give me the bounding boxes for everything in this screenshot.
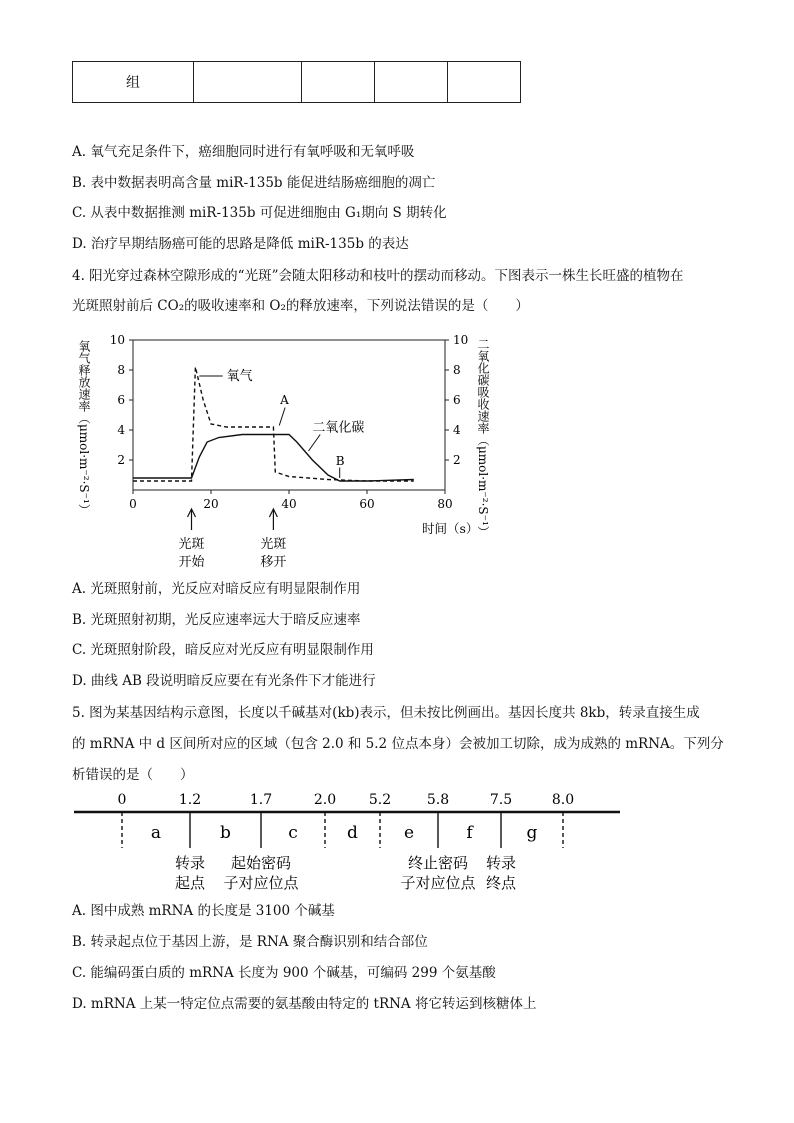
x-tick-label: 0 xyxy=(129,497,137,511)
gene-position-label: 0 xyxy=(117,792,127,808)
annotation-b: B xyxy=(335,454,345,468)
y-tick-label-left: 2 xyxy=(117,453,125,467)
gene-position-label: 1.2 xyxy=(178,792,202,808)
y-tick-label-right: 8 xyxy=(453,363,461,377)
oxygen-legend-label: 氧气 xyxy=(226,369,253,384)
gene-site-label-line2: 终点 xyxy=(485,874,517,892)
gene-position-label: 7.5 xyxy=(489,792,513,808)
axis-ticks xyxy=(110,333,469,511)
gene-position-label: 8.0 xyxy=(551,792,575,808)
q4-option-b: B. 光斑照射初期，光反应速率远大于暗反应速率 xyxy=(72,612,361,628)
q5-option-d: D. mRNA 上某一特定位点需要的氨基酸由特定的 tRNA 将它转运到核糖体上 xyxy=(72,996,537,1012)
gene-site-label-line1: 转录 xyxy=(174,854,206,872)
q3-option-d: D. 治疗早期结肠癌可能的思路是降低 miR-135b 的表达 xyxy=(72,236,409,252)
x-axis-label: 时间（s） xyxy=(422,521,479,536)
y-tick-label-left: 10 xyxy=(109,333,125,347)
q3-option-a: A. 氧气充足条件下，癌细胞同时进行有氧呼吸和无氧呼吸 xyxy=(72,144,415,160)
q3-option-c: C. 从表中数据推测 miR-135b 可促进细胞由 G₁期向 S 期转化 xyxy=(72,205,447,221)
results-table xyxy=(72,61,521,103)
chart-annotations xyxy=(279,393,345,478)
y-tick-label-left: 4 xyxy=(117,423,125,437)
gene-segment-a: a xyxy=(150,823,162,843)
gene-position-label: 2.0 xyxy=(313,792,337,808)
q4-stem-line1: 4. 阳光穿过森林空隙形成的“光斑”会随太阳移动和枝叶的摆动而移动。下图表示一株生长旺盛的植物在 xyxy=(72,268,684,284)
event-label-line2: 开始 xyxy=(178,555,205,570)
q4-option-d: D. 曲线 AB 段说明暗反应要在有光条件下才能进行 xyxy=(72,673,376,689)
y-label-right-text: 二氧化碳吸收速率（μmol·m⁻²·S⁻¹） xyxy=(476,338,490,538)
event-label-line1: 光斑 xyxy=(178,537,205,552)
gene-site-label-line1: 终止密码 xyxy=(407,854,469,872)
oxygen-line xyxy=(133,367,414,481)
co2-leader xyxy=(309,435,321,452)
event-label-line2: 移开 xyxy=(260,555,287,570)
gene-site-label-line2: 起点 xyxy=(174,874,206,892)
photosynthesis-chart xyxy=(70,330,520,570)
table-cell xyxy=(194,62,302,103)
x-tick-label: 80 xyxy=(437,497,453,511)
x-tick-label: 20 xyxy=(203,497,219,511)
q4-option-a: A. 光斑照射前，光反应对暗反应有明显限制作用 xyxy=(72,581,361,597)
gene-segment-d: d xyxy=(347,823,358,843)
q5-option-c: C. 能编码蛋白质的 mRNA 长度为 900 个碱基，可编码 299 个氨基酸 xyxy=(72,965,496,981)
gene-segment-e: e xyxy=(403,823,415,843)
gene-site-label-line1: 转录 xyxy=(485,854,517,872)
gene-position-label: 5.8 xyxy=(426,792,450,808)
y-tick-label-right: 6 xyxy=(453,393,461,407)
q4-option-c: C. 光斑照射阶段，暗反应对光反应有明显限制作用 xyxy=(72,642,374,658)
gene-site-label-line2: 子对应位点 xyxy=(400,874,476,892)
y-label-left xyxy=(77,340,91,516)
gene-position-label: 1.7 xyxy=(249,792,273,808)
gene-segment-c: c xyxy=(288,823,298,843)
y-tick-label-right: 2 xyxy=(453,453,461,467)
q5-stem-line2: 的 mRNA 中 d 区间所对应的区域（包含 2.0 和 5.2 位点本身）会被加工切除，成为成熟的 mRNA。下列分 xyxy=(72,736,724,752)
y-tick-label-right: 4 xyxy=(453,423,461,437)
x-tick-label: 60 xyxy=(359,497,375,511)
gene-segment-b: b xyxy=(220,823,231,843)
event-label-line1: 光斑 xyxy=(260,537,287,552)
annotation-a: A xyxy=(280,393,289,407)
table-cell xyxy=(375,62,448,103)
gene-diagram-body xyxy=(74,792,620,892)
annotation-a-leader xyxy=(279,408,285,426)
q5-option-a: A. 图中成熟 mRNA 的长度是 3100 个碱基 xyxy=(72,903,335,919)
gene-site-label-line2: 子对应位点 xyxy=(223,874,299,892)
co2-legend-label: 二氧化碳 xyxy=(312,420,365,436)
q3-option-b: B. 表中数据表明高含量 miR-135b 能促进结肠癌细胞的凋亡 xyxy=(72,175,436,191)
table-cell-group: 组 xyxy=(73,62,194,103)
y-tick-label-left: 8 xyxy=(117,363,125,377)
plot-frame xyxy=(133,340,445,490)
gene-segment-g: g xyxy=(526,823,538,843)
gene-structure-diagram xyxy=(70,788,630,898)
q5-stem-line1: 5. 图为某基因结构示意图，长度以千碱基对(kb)表示，但未按比例画出。基因长度共 8kb，转录直接生成 xyxy=(72,705,700,721)
q5-stem-line3: 析错误的是（ ） xyxy=(72,767,194,783)
gene-site-label-line1: 起始密码 xyxy=(230,854,292,872)
gene-position-label: 5.2 xyxy=(368,792,392,808)
table-cell xyxy=(448,62,521,103)
event-arrows xyxy=(178,509,286,570)
q4-stem-line2: 光斑照射前后 CO₂的吸收速率和 O₂的释放速率，下列说法错误的是（ ） xyxy=(72,298,529,314)
gene-segment-f: f xyxy=(466,823,473,843)
chart-series xyxy=(133,367,414,481)
x-tick-label: 40 xyxy=(281,497,297,511)
y-tick-label-right: 10 xyxy=(453,333,469,347)
table-row xyxy=(73,62,521,103)
y-label-left-text: 氧气释放速率（μmol·m⁻²·S⁻¹） xyxy=(77,340,91,516)
table-cell xyxy=(302,62,375,103)
y-label-right xyxy=(476,338,490,538)
q5-option-b: B. 转录起点位于基因上游，是 RNA 聚合酶识别和结合部位 xyxy=(72,934,428,950)
y-tick-label-left: 6 xyxy=(117,393,125,407)
